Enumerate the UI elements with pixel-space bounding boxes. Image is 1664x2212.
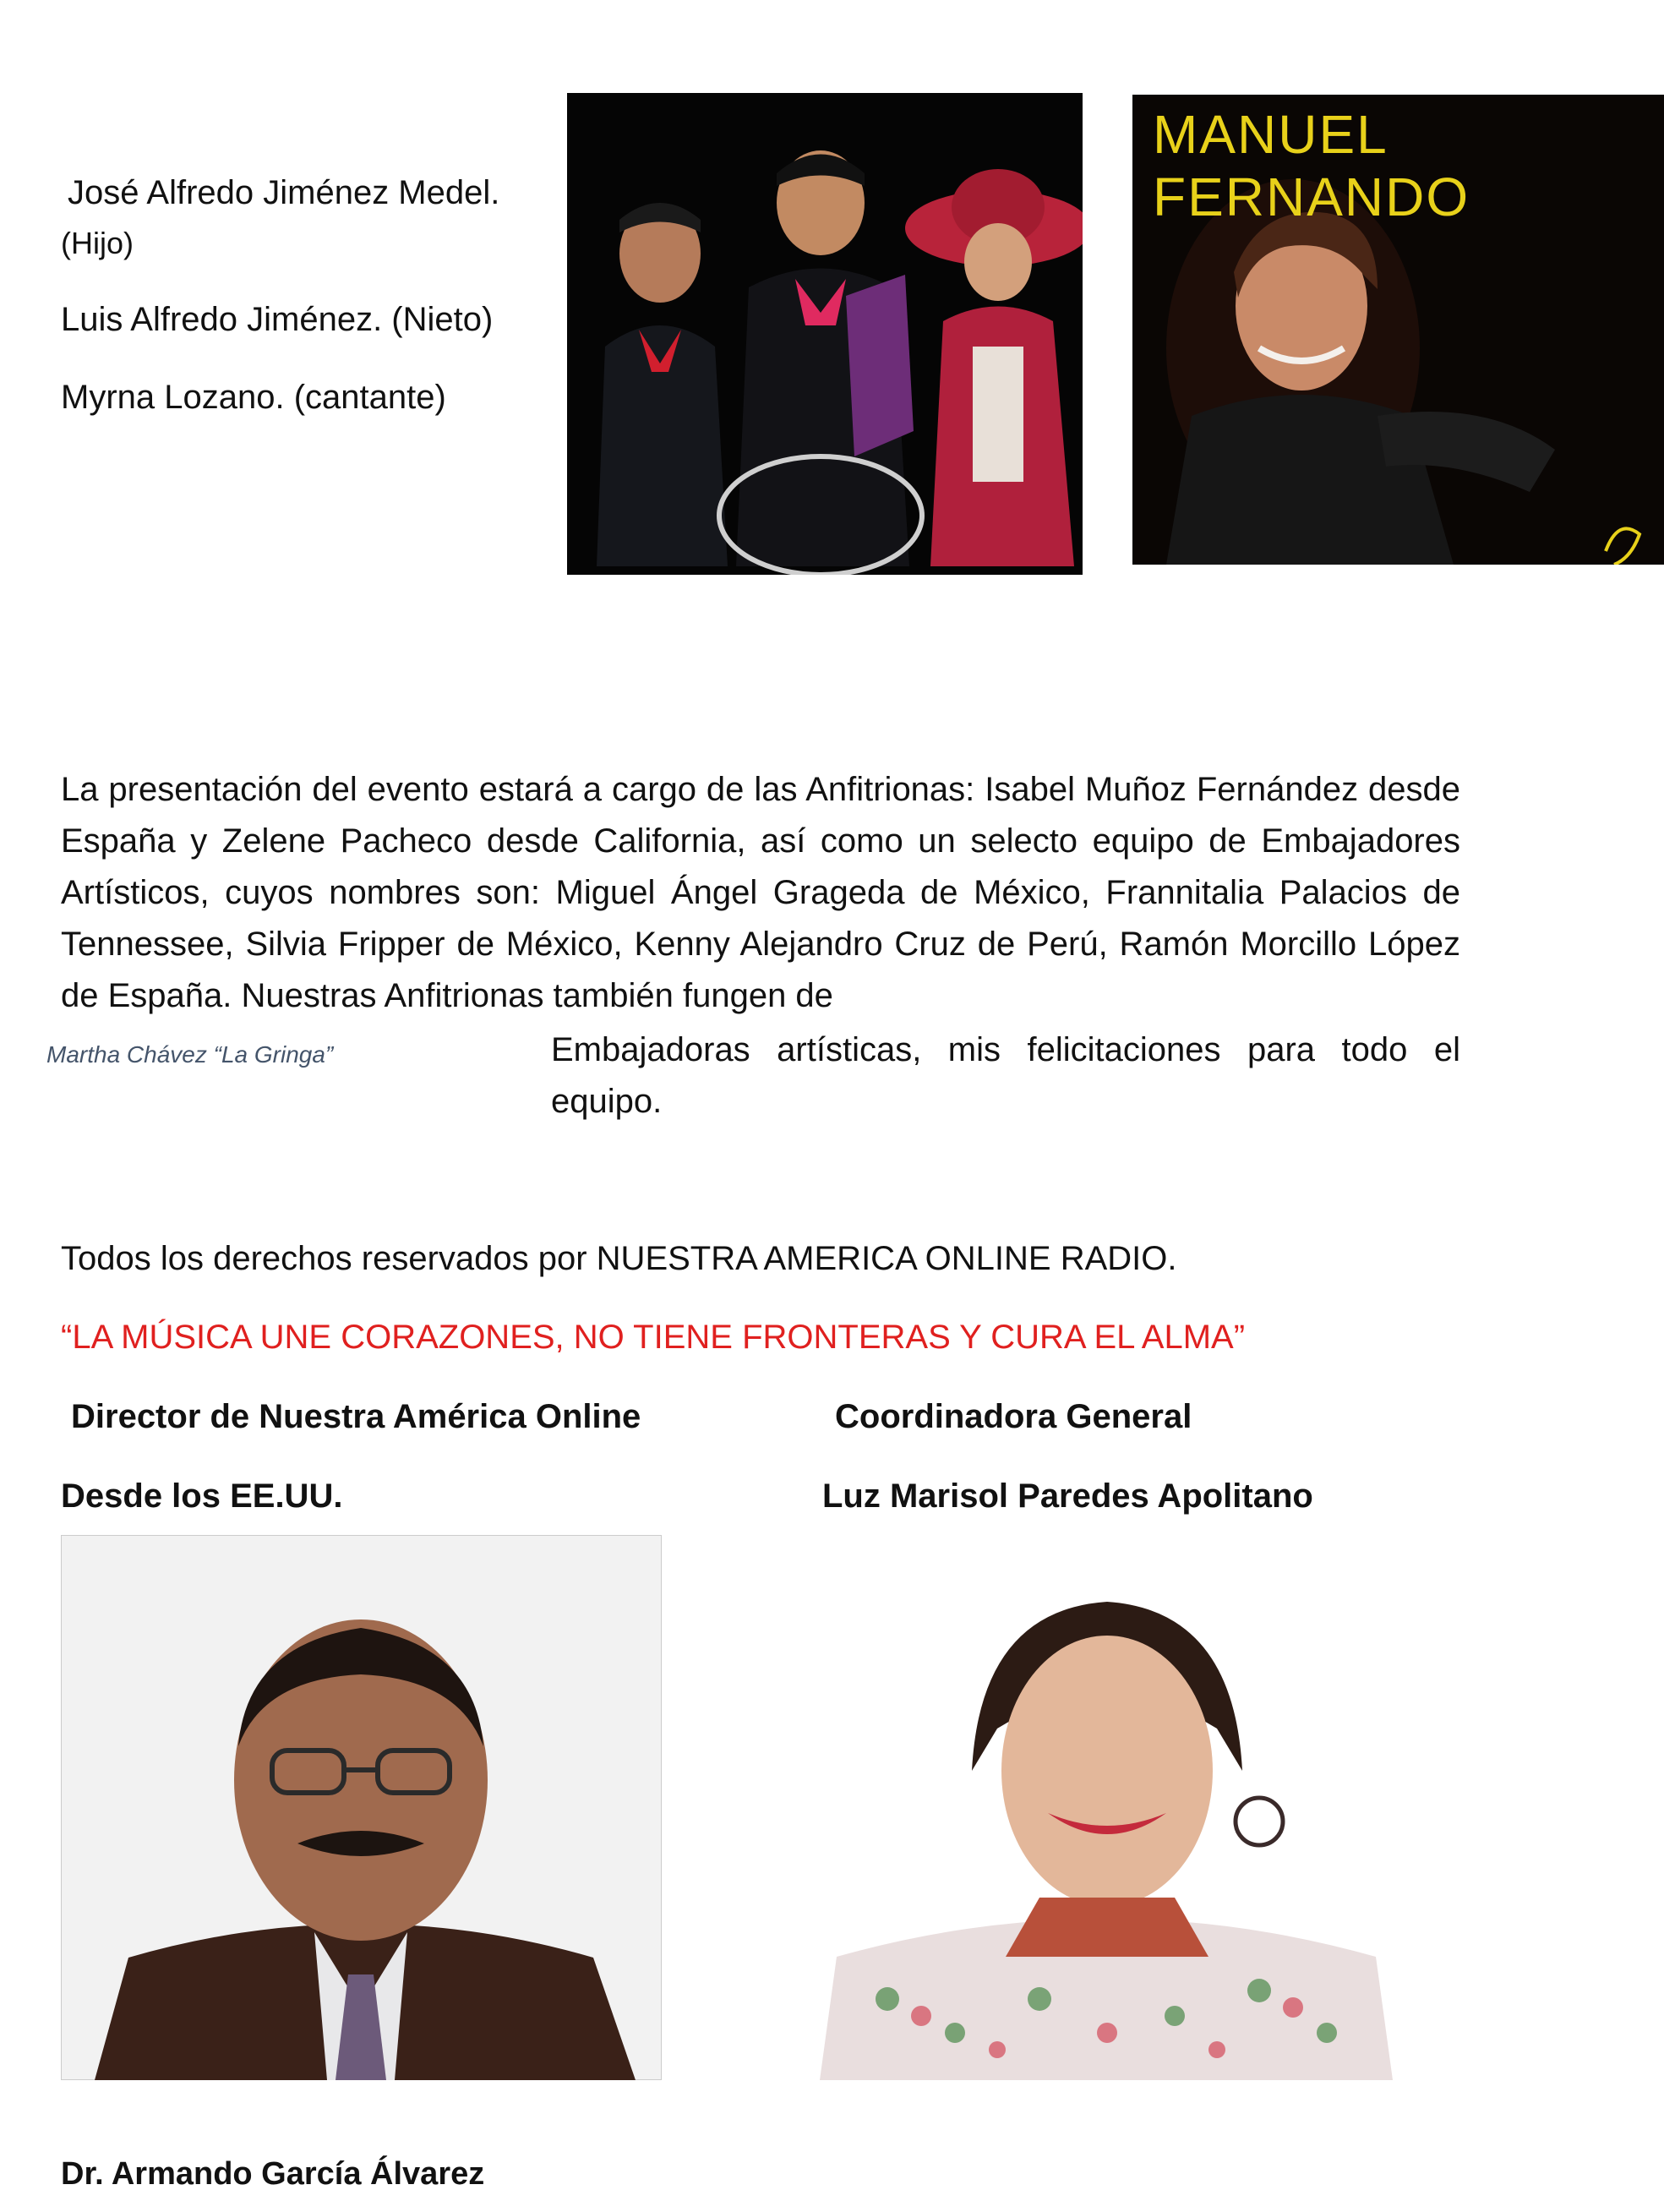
manuel-fernando-title: MANUEL FERNANDO	[1153, 104, 1470, 227]
rights-notice: Todos los derechos reservados por NUESTRA AMERICA ONLINE RADIO.	[61, 1240, 1177, 1277]
motto: “LA MÚSICA UNE CORAZONES, NO TIENE FRONTERAS Y CURA EL ALMA”	[61, 1319, 1246, 1356]
director-name: Dr. Armando García Álvarez	[61, 2156, 485, 2192]
mariachi-group-photo	[567, 93, 1083, 575]
event-presentation-continuation: Embajadoras artísticas, mis felicitaciones para todo el equipo.	[551, 1031, 1460, 1120]
coordinator-portrait	[820, 1559, 1393, 2080]
name-jose-alfredo: José Alfredo Jiménez Medel.	[68, 174, 500, 211]
director-location: Desde los EE.UU.	[61, 1477, 343, 1515]
event-presentation-paragraph: La presentación del evento estará a cargo de las Anfitrionas: Isabel Muñoz Fernández desde España y Zelene Pacheco desde California, así como un selecto equipo de Embajadores Artísticos, cuyos nombres son: Miguel Ángel Grageda de México, Frannitalia Palacios de Tennessee, Silvia Fripper de México, Kenny Alejandro Cruz de Perú, Ramón Morcillo López de España. Nuestras Anfitrionas también fungen de	[61, 771, 1460, 1014]
martha-chavez-caption: Martha Chávez “La Gringa”	[46, 1041, 334, 1068]
director-role: Director de Nuestra América Online	[71, 1398, 641, 1435]
name-luis-alfredo: Luis Alfredo Jiménez. (Nieto)	[61, 301, 494, 338]
coordinator-name: Luz Marisol Paredes Apolitano	[822, 1477, 1313, 1515]
coordinator-role: Coordinadora General	[835, 1398, 1192, 1435]
manuel-fernando-poster	[1132, 95, 1664, 565]
director-portrait	[61, 1535, 662, 2080]
name-jose-alfredo-relation: (Hijo)	[61, 226, 134, 260]
name-myrna-lozano: Myrna Lozano. (cantante)	[61, 379, 446, 416]
